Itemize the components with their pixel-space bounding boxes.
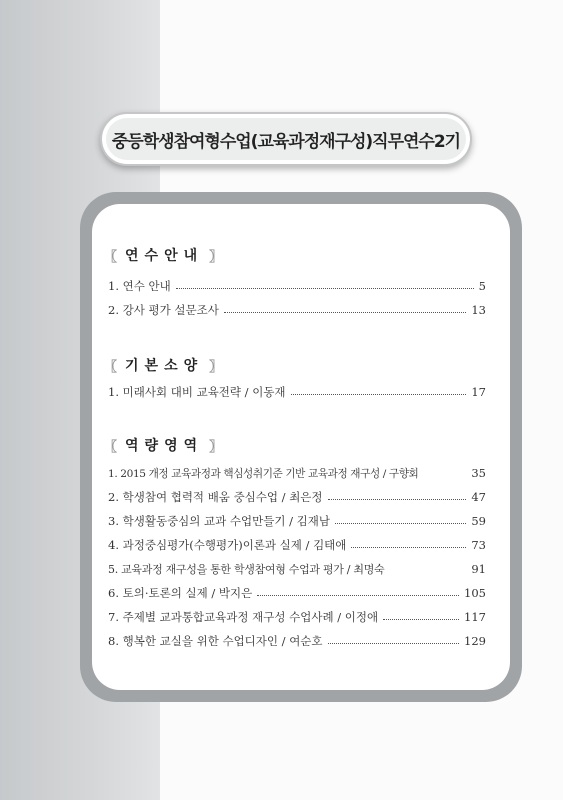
leader-dots xyxy=(328,498,467,500)
leader-dots xyxy=(291,393,467,395)
toc-entry-page: 47 xyxy=(471,490,486,504)
toc-entry[interactable] xyxy=(108,384,486,400)
toc-entry-page: 13 xyxy=(471,303,486,317)
toc-entry-page: 91 xyxy=(471,562,486,576)
toc-entry-label: 8. 행복한 교실을 위한 수업디자인 / 여순호 xyxy=(108,634,323,648)
leader-dots xyxy=(257,594,459,596)
toc-entry[interactable] xyxy=(108,465,486,481)
leader-dots xyxy=(328,642,460,644)
toc-entry[interactable] xyxy=(108,302,486,318)
close-bracket-icon: 〗 xyxy=(209,359,221,375)
toc-entry[interactable] xyxy=(108,609,486,625)
toc-entry[interactable] xyxy=(108,537,486,553)
title-banner xyxy=(100,112,472,166)
toc-entry-page: 117 xyxy=(464,610,486,624)
close-bracket-icon: 〗 xyxy=(209,439,221,455)
document-title: 중등학생참여형수업(교육과정재구성)직무연수2기 xyxy=(111,131,461,152)
open-bracket-icon: 〖 xyxy=(104,439,116,455)
toc-entry[interactable] xyxy=(108,585,486,601)
toc-entry-label: 3. 학생활동중심의 교과 수업만들기 / 김재남 xyxy=(108,514,330,528)
leader-dots xyxy=(383,618,459,620)
toc-entry-page: 5 xyxy=(478,279,486,293)
section-title: 기본소양 xyxy=(125,358,204,374)
toc-entry-label: 2. 학생참여 협력적 배움 중심수업 / 최은정 xyxy=(108,490,323,504)
toc-entry-page: 59 xyxy=(471,514,486,528)
open-bracket-icon: 〖 xyxy=(104,359,116,375)
toc-entry[interactable] xyxy=(108,489,486,505)
leader-dots xyxy=(423,475,466,476)
section-heading-orientation xyxy=(104,244,220,266)
toc-entry-label: 1. 연수 안내 xyxy=(108,279,171,293)
toc-entry-page: 35 xyxy=(471,466,486,480)
leader-dots xyxy=(224,311,467,313)
toc-entry-label: 2. 강사 평가 설문조사 xyxy=(108,303,219,317)
section-heading-competency xyxy=(104,434,220,456)
toc-entry-label: 1. 2015 개정 교육과정과 핵심성취기준 기반 교육과정 재구성 / 구향회 xyxy=(108,467,419,480)
toc-entry-page: 105 xyxy=(464,586,486,600)
section-heading-basics xyxy=(104,354,220,376)
toc-entry-label: 5. 교육과정 재구성을 통한 학생참여형 수업과 평가 / 최명숙 xyxy=(108,563,385,576)
toc-entry-page: 17 xyxy=(471,385,486,399)
leader-dots xyxy=(351,546,466,548)
toc-entry-page: 129 xyxy=(464,634,486,648)
toc-entry[interactable] xyxy=(108,633,486,649)
toc-entry-page: 73 xyxy=(471,538,486,552)
toc-entry-label: 4. 과정중심평가(수행평가)이론과 실제 / 김태애 xyxy=(108,538,347,552)
toc-entry[interactable] xyxy=(108,513,486,529)
toc-entry[interactable] xyxy=(108,561,486,577)
section-title: 연수안내 xyxy=(125,248,204,264)
toc-entry-label: 6. 토의·토론의 실제 / 박지은 xyxy=(108,586,253,600)
toc-entry-label: 7. 주제별 교과통합교육과정 재구성 수업사례 / 이정애 xyxy=(108,610,379,624)
toc-entry-label: 1. 미래사회 대비 교육전략 / 이동재 xyxy=(108,385,286,399)
leader-dots xyxy=(335,522,466,524)
toc-entry[interactable] xyxy=(108,278,486,294)
section-title: 역량영역 xyxy=(125,438,204,454)
open-bracket-icon: 〖 xyxy=(104,249,116,265)
close-bracket-icon: 〗 xyxy=(209,249,221,265)
leader-dots xyxy=(389,571,466,572)
leader-dots xyxy=(176,287,474,289)
